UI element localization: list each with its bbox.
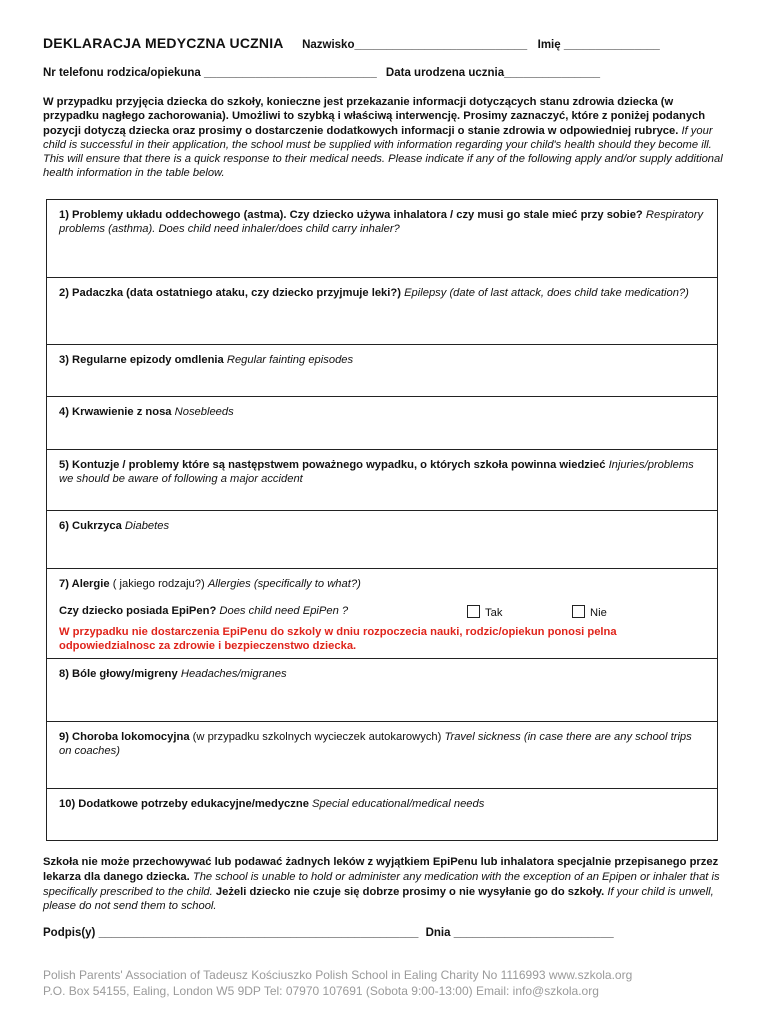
phone-line: ___________________________: [204, 67, 377, 79]
row-label-pl: 8) Bóle głowy/migreny: [59, 668, 178, 680]
row-label-en: Allergies (specifically to what?): [207, 578, 361, 590]
epipen-no-option[interactable]: [572, 605, 607, 619]
surname-field[interactable]: [302, 39, 527, 51]
signature-label: Podpis(y): [43, 927, 96, 939]
table-row[interactable]: [47, 344, 717, 396]
form-header: [43, 35, 733, 53]
row-label-note: ( jakiego rodzaju?): [112, 578, 205, 590]
row-label-en: Nosebleeds: [174, 406, 234, 418]
table-row[interactable]: [47, 449, 717, 510]
row-label-en: Special educational/medical needs: [312, 798, 485, 810]
row-label-en: Respiratory problems (asthma). Does child need inhaler/does child carry inhaler?: [59, 209, 704, 236]
row-label-en: Headaches/migranes: [180, 668, 287, 680]
medication-note: [43, 855, 733, 914]
row-label-pl: 4) Krwawienie z nosa: [59, 406, 172, 418]
table-row[interactable]: [47, 788, 717, 842]
note-en-1: The school is unable to hold or administer any medication with the exception of an Epipen or inhaler that is specifically prescribed to the child.: [43, 870, 720, 898]
footer: [43, 968, 733, 999]
row-label-pl: 2) Padaczka (data ostatniego ataku, czy dziecko przyjmuje leki?): [59, 287, 401, 299]
row-label-en: Epilepsy (date of last attack, does child take medication?): [404, 287, 689, 299]
table-row[interactable]: [47, 200, 717, 277]
epipen-question-pl: Czy dziecko posiada EpiPen?: [59, 605, 217, 617]
note-pl-2: Jeżeli dziecko nie czuje się dobrze prosimy o nie wysyłanie go do szkoły.: [215, 885, 605, 898]
row-label-en: Regular fainting episodes: [226, 354, 354, 366]
note-en-2: If your child is unwell, please do not send them to school.: [43, 885, 714, 913]
date-label: Dnia: [425, 927, 451, 939]
date-line: _________________________: [453, 927, 614, 939]
yes-label: Tak: [485, 607, 503, 619]
table-row[interactable]: [47, 277, 717, 344]
table-row[interactable]: [47, 658, 717, 721]
row-label-pl: 9) Choroba lokomocyjna: [59, 731, 190, 743]
phone-field[interactable]: [43, 67, 377, 79]
no-label: Nie: [590, 607, 607, 619]
surname-label: Nazwisko: [302, 39, 355, 51]
page-title: DEKLARACJA MEDYCZNA UCZNIA: [43, 35, 284, 51]
dob-line: _______________: [504, 67, 601, 79]
row-label-pl: 7) Alergie: [59, 578, 110, 590]
row-label-pl: 10) Dodatkowe potrzeby edukacyjne/medyczne: [59, 798, 309, 810]
footer-line-1: Polish Parents' Association of Tadeusz Kościuszko Polish School in Ealing Charity No 1116993 www.szkola.org: [43, 968, 633, 982]
epipen-yes-option[interactable]: [467, 605, 502, 619]
table-row[interactable]: [47, 396, 717, 449]
intro-paragraph: [43, 95, 728, 181]
medical-table: [46, 199, 718, 841]
row-label-en: Diabetes: [124, 520, 170, 532]
epipen-question: [59, 605, 348, 617]
row-label-pl: 5) Kontuzje / problemy które są następstwem poważnego wypadku, o których szkoła powinna wiedzieć: [59, 459, 606, 471]
surname-line: ___________________________: [354, 39, 528, 51]
name-field[interactable]: [538, 39, 660, 51]
yes-checkbox[interactable]: [467, 605, 480, 618]
footer-line-2: P.O. Box 54155, Ealing, London W5 9DP Tel: 07970 107691 (Sobota 9:00-13:00) Email: info@szkola.org: [43, 983, 599, 998]
row-label-note: (w przypadku szkolnych wycieczek autokarowych): [192, 731, 442, 743]
contact-row: [43, 67, 600, 79]
name-line: _______________: [563, 39, 660, 51]
epipen-warning: W przypadku nie dostarczenia EpiPenu do szkoly w dniu rozpoczecia nauki, rodzic/opiekun ponosi pelna odpowiedzialnosc za zdrowie i bezpieczenstwo dziecka.: [59, 626, 617, 653]
name-label: Imię: [537, 39, 561, 51]
dob-field[interactable]: [386, 67, 600, 79]
row-label-pl: 1) Problemy układu oddechowego (astma). Czy dziecko używa inhalatora / czy musi go stale mieć przy sobie?: [59, 209, 643, 221]
intro-english: If your child is successful in their application, the school must be supplied with information regarding your child's health should they become ill. This will ensure that there is a quick response to their medical needs. Please indicate if any of the following apply and/or supply additional health information in the table below.: [43, 124, 723, 180]
note-pl-1: Szkoła nie może przechowywać lub podawać żadnych leków z wyjątkiem EpiPenu lub inhalatora specjalnie przepisanego przez lekarza dla danego dziecka.: [43, 856, 719, 883]
row-label-en: Injuries/problems we should be aware of following a major accident: [59, 459, 694, 486]
signature-row: [43, 927, 614, 939]
dob-label: Data urodzena ucznia: [385, 67, 505, 79]
table-row[interactable]: [47, 510, 717, 568]
signature-line: __________________________________________________: [98, 927, 419, 939]
row-label-pl: 3) Regularne epizody omdlenia: [59, 354, 224, 366]
phone-label: Nr telefonu rodzica/opiekuna: [43, 67, 201, 79]
row-label-pl: 6) Cukrzyca: [59, 520, 122, 532]
intro-polish: W przypadku przyjęcia dziecka do szkoły, konieczne jest przekazanie informacji dotyczących stanu zdrowia dziecka (w przypadku nagłego zachorowania). Umożliwi to szybką i właściwą interwencję. Prosimy zaznaczyć, które z poniżej podanych pozycji dotyczą dziecka oraz prosimy o dostarczenie dodatkowych informacji o stanie zdrowia w odpowiedniej rubryce.: [43, 96, 706, 137]
date-field[interactable]: [426, 927, 614, 939]
epipen-question-en: Does child need EpiPen ?: [219, 605, 349, 617]
table-row[interactable]: [47, 721, 717, 788]
row-label-en: Travel sickness (in case there are any school trips on coaches): [59, 731, 692, 758]
signature-field[interactable]: [43, 927, 418, 939]
no-checkbox[interactable]: [572, 605, 585, 618]
